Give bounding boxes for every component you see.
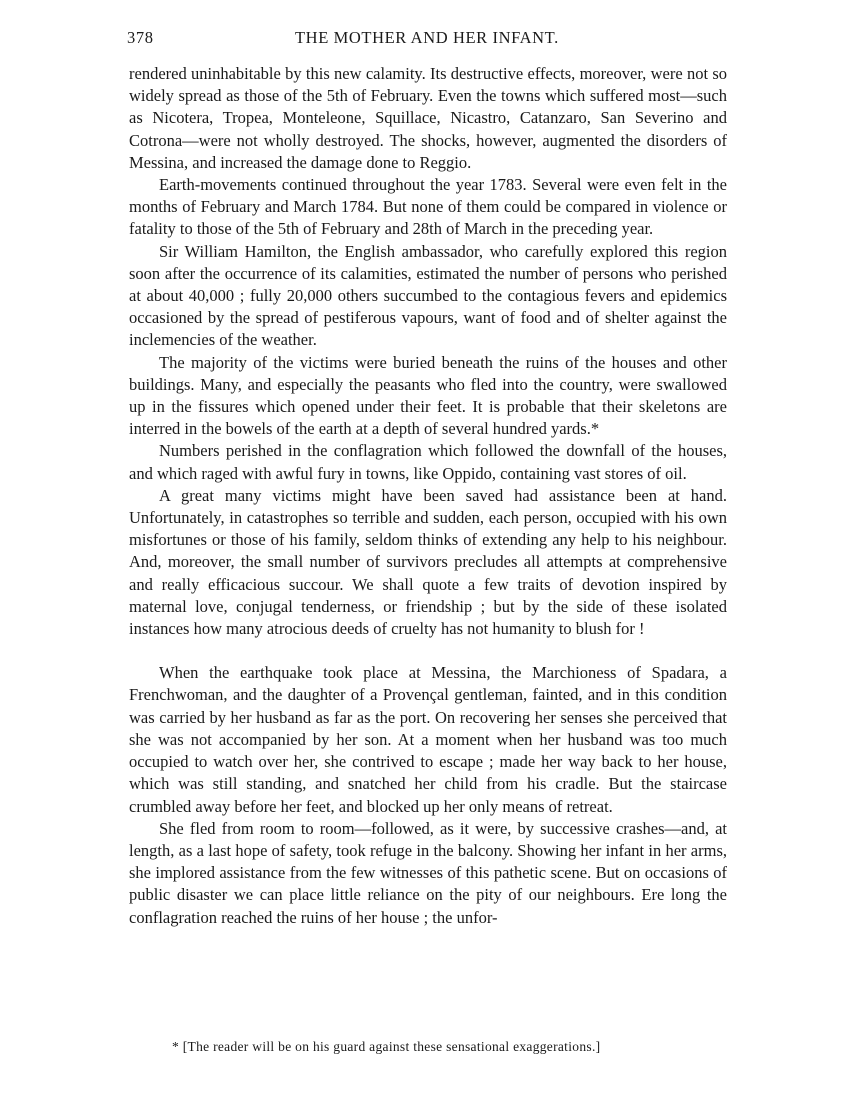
footnote: * [The reader will be on his guard against these sensational exaggerations.] — [172, 1039, 601, 1054]
paragraph: Numbers perished in the conflagration which followed the downfall of the houses, and which raged with awful fury in towns, like Oppido, containing vast stores of oil. — [129, 441, 727, 483]
running-head: THE MOTHER AND HER INFANT. — [295, 28, 559, 47]
page-number: 378 — [127, 28, 154, 47]
paragraph-continued: rendered uninhabitable by this new calamity. Its destructive effects, moreover, were not so widely spread as those of the 5th of February. Even the towns which suffered most—such as Nicotera, Tropea, Monteleone, Squillace, Nicastro, Catanzaro, San Severino and Cotrona—were not wholly destroyed. The shocks, however, augmented the disorders of Messina, and increased the damage done to Reggio. — [129, 64, 727, 172]
page-header — [127, 22, 727, 50]
paragraph: Sir William Hamilton, the English ambassador, who carefully explored this region soon after the occurrence of its calamities, estimated the number of persons who perished at about 40,000 ; fully 20,000 others succumbed to the contagious fevers and epidemics occasioned by the spread of pestiferous vapours, want of food and of shelter against the inclemencies of the weather. — [129, 241, 727, 350]
paragraph: Earth-movements continued throughout the year 1783. Several were even felt in the months of February and March 1784. But none of them could be compared in violence or fatality to those of the 5th of February and 28th of March in the preceding year. — [129, 175, 727, 239]
paragraph: The majority of the victims were buried beneath the ruins of the houses and other buildings. Many, and especially the peasants who fled into the country, were swallowed up in the fissures which opened under their feet. It is probable that their skeletons are interred in the bowels of the earth at a depth of several hundred yards.* — [129, 352, 727, 439]
paragraph: She fled from room to room—followed, as it were, by successive crashes—and, at length, as a last hope of safety, took refuge in the balcony. Showing her infant in her arms, she implored assistance from the few witnesses of this pathetic scene. But on occasions of public disaster we can place little reliance on the pity of our neighbours. Ere long the conflagration reached the ruins of her house ; the unfor- — [129, 818, 727, 927]
body-text — [129, 63, 727, 929]
paragraph: A great many victims might have been saved had assistance been at hand. Unfortunately, in catastrophes so terrible and sudden, each person, occupied with his own misfortunes or those of his family, seldom thinks of extending any help to his neighbour. And, moreover, the small number of survivors precludes all attempts at comprehensive and really efficacious succour. We shall quote a few traits of devotion inspired by maternal love, conjugal tenderness, or friendship ; but by the side of these isolated instances how many atrocious deeds of cruelty has not humanity to blush for ! — [129, 485, 727, 639]
paragraph: When the earthquake took place at Messina, the Marchioness of Spadara, a Frenchwoman, and the daughter of a Provençal gentleman, fainted, and in this condition was carried by her husband as far as the port. On recovering her senses she perceived that she was not accompanied by her son. At a moment when her husband was too much occupied to watch over her, she contrived to escape ; made her way back to her house, which was still standing, and snatched her child from his cradle. But the staircase crumbled away before her feet, and blocked up her only means of retreat. — [129, 663, 727, 816]
